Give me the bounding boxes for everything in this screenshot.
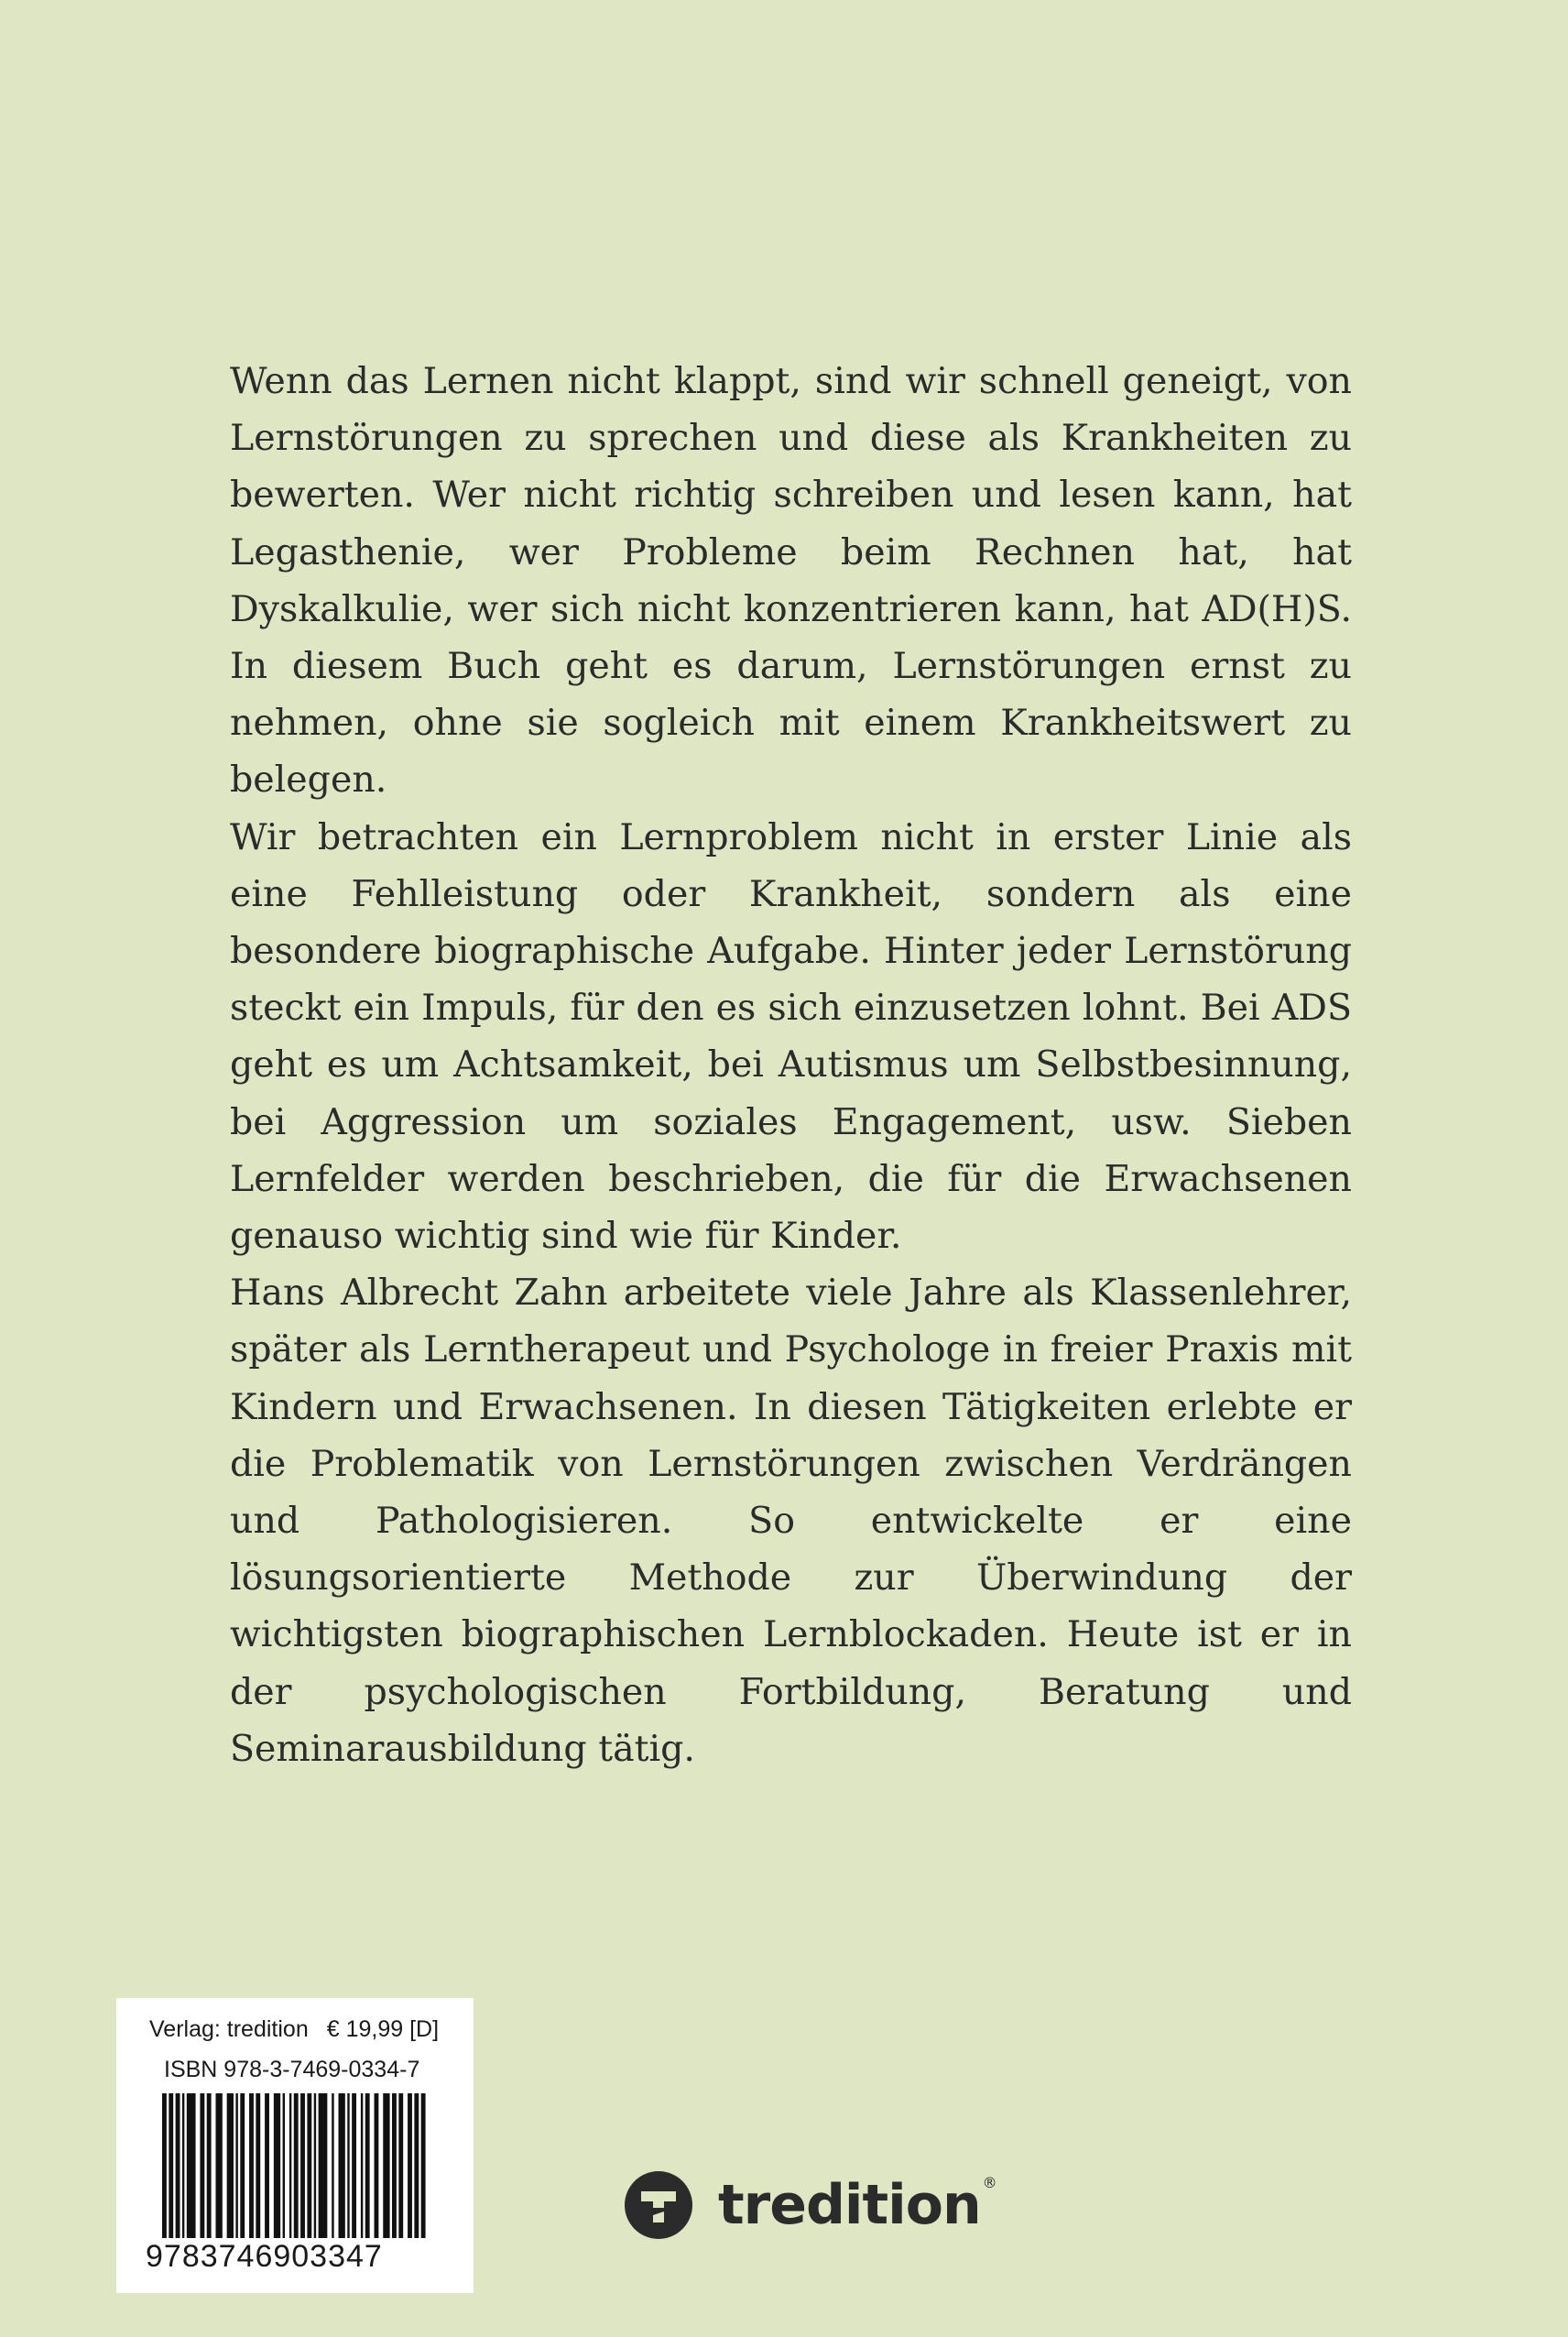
barcode-bar (187, 2093, 196, 2238)
barcode-bar (375, 2093, 379, 2238)
barcode-bar (421, 2093, 426, 2238)
barcode-bar (289, 2093, 291, 2238)
publisher-label: Verlag: tredition (149, 2016, 309, 2042)
barcode-bar (314, 2093, 316, 2238)
barcode-bar (200, 2093, 204, 2238)
barcode-bar (347, 2093, 349, 2238)
logo-wordmark: tredition (718, 2173, 981, 2237)
barcode-bar (414, 2093, 419, 2238)
barcode-bar (215, 2093, 222, 2238)
barcode-bar (265, 2093, 269, 2238)
barcode-bar (283, 2093, 285, 2238)
barcode-bar (182, 2093, 184, 2238)
barcode-bar (249, 2093, 254, 2238)
blurb-paragraph-3: Hans Albrecht Zahn arbeitete viele Jahre als Klassenlehrer, später als Lerntherapeut und Psychologe in freier Praxis mit Kindern und Erwachsenen. In diesen Tätigkeiten erlebte er die Problematik von Lernstörungen zwischen Verdrängen und Pathologisieren. So entwickelte er eine lösungsorientierte Methode zur Überwindung der wichtigsten biographischen Lernblockaden. Heute ist er in der psychologischen Fortbildung, Beratung und Seminarausbildung tätig. (230, 1272, 1352, 1770)
barcode-bar (365, 2093, 370, 2238)
barcode-bar (361, 2093, 363, 2238)
barcode-bar (240, 2093, 245, 2238)
barcode-bar (352, 2093, 356, 2238)
barcode-bar (332, 2093, 333, 2238)
barcode-bar (307, 2093, 311, 2238)
barcode-bar (207, 2093, 212, 2238)
back-cover-blurb (230, 353, 1352, 1777)
publisher-price-line (149, 2016, 439, 2043)
price-label: € 19,99 [D] (326, 2016, 440, 2042)
tredition-t-circle-icon (625, 2171, 692, 2239)
registered-mark: ® (982, 2174, 997, 2191)
barcode-bar (392, 2093, 397, 2238)
barcode-bar (176, 2093, 180, 2238)
barcode-bar (235, 2093, 237, 2238)
barcode-bar (408, 2093, 412, 2238)
publisher-logo (625, 2168, 997, 2242)
barcode-bar (274, 2093, 280, 2238)
barcode-bar (339, 2093, 345, 2238)
blurb-paragraph-1: Wenn das Lernen nicht klappt, sind wir schnell geneigt, von Lernstörungen zu sprechen und diese als Krankheiten zu bewerten. Wer nicht richtig schreiben und lesen kann, hat Legasthenie, wer Probleme beim Rechnen hat, hat Dyskalkulie, wer sich nicht konzentrieren kann, hat AD(H)S. In diesem Buch geht es darum, Lernstörungen ernst zu nehmen, ohne sie sogleich mit einem Krankheitswert zu belegen. (230, 360, 1352, 802)
barcode-bar (398, 2093, 403, 2238)
barcode-digits: 9783746903347 (146, 2239, 383, 2274)
barcode-bar (169, 2093, 173, 2238)
isbn-barcode (162, 2093, 428, 2238)
barcode-bar (162, 2093, 167, 2238)
blurb-paragraph-2: Wir betrachten ein Lernproblem nicht in erster Linie als eine Fehlleistung oder Krankheit, sondern als eine besondere biographische Aufgabe. Hinter jeder Lernstörung steckt ein Impuls, für den es sich einzusetzen lohnt. Bei ADS geht es um Achtsamkeit, bei Autismus um Selbstbesinnung, bei Aggression um soziales Engagement, usw. Sieben Lernfelder werden beschrieben, die für die Erwachsenen genauso wichtig sind wie für Kinder. (230, 815, 1352, 1258)
barcode-bar (383, 2093, 389, 2238)
price-isbn-box (116, 1998, 474, 2293)
isbn-label: ISBN 978-3-7469-0334-7 (164, 2057, 420, 2082)
barcode-bar (319, 2093, 328, 2238)
barcode-bar (256, 2093, 260, 2238)
barcode-bar (227, 2093, 234, 2238)
barcode-bar (294, 2093, 299, 2238)
barcode-bar (300, 2093, 305, 2238)
